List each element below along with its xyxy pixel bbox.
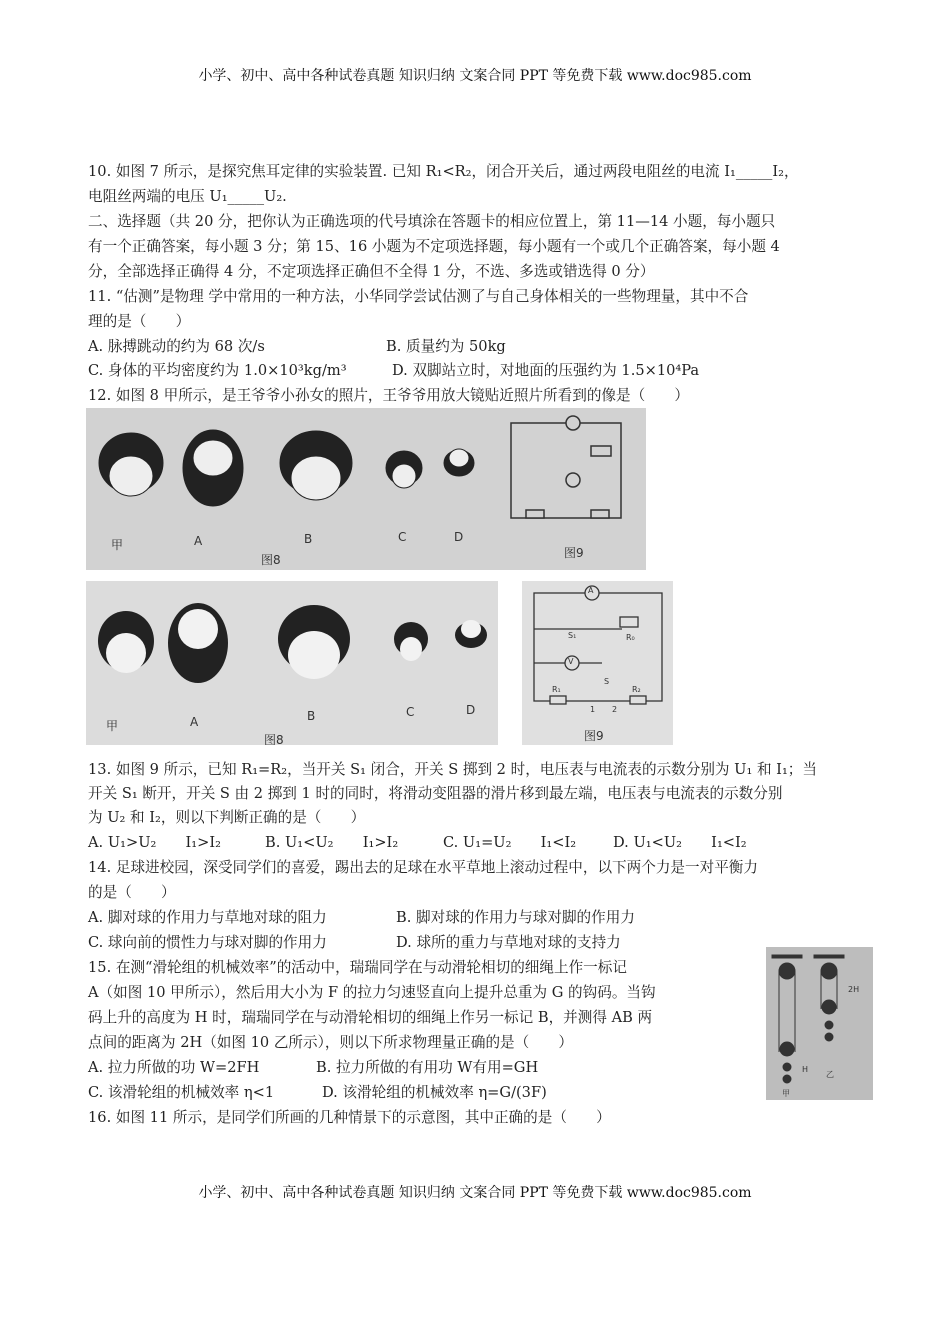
contact-1-label: 1	[590, 705, 596, 714]
figure-10-pulley	[766, 947, 873, 1100]
fig8-label-d-2: D	[466, 703, 476, 717]
label-2h: 2H	[848, 985, 860, 994]
q13-option-b: B. U₁<U₂ I₁>I₂	[265, 834, 399, 851]
r1-label: R₁	[552, 685, 561, 694]
voltmeter-label: V	[568, 657, 574, 666]
contact-2-label: 2	[612, 705, 618, 714]
fig8-label-jia: 甲	[111, 538, 124, 552]
section2-line-2: 有一个正确答案，每小题 3 分；第 15、16 小题为不定项选择题，每小题有一个或几个正确答案，每小题 4	[88, 238, 780, 255]
q10-line-1: 10. 如图 7 所示，是探究焦耳定律的实验装置. 已知 R₁<R₂，闭合开关后，通过两段电阻丝的电流 I₁_____I₂，	[88, 163, 799, 180]
fig8-label-a-2: A	[190, 715, 199, 729]
q11-line-1: 11. “估测”是物理 学中常用的一种方法，小华同学尝试估测了与自己身体相关的一些物理量，其中不合	[88, 288, 749, 305]
figure-9-circuit	[522, 581, 673, 745]
q11-option-d: D. 双脚站立时，对地面的压强约为 1.5×10⁴Pa	[392, 362, 700, 379]
fig8-label-b: B	[304, 532, 313, 546]
q13-option-a: A. U₁>U₂ I₁>I₂	[88, 834, 221, 851]
fig9-caption-2: 图9	[584, 729, 604, 743]
q10-line-2: 电阻丝两端的电压 U₁_____U₂.	[88, 188, 287, 205]
pulley-drawing	[766, 947, 873, 1100]
q14-line-2: 的是（ ）	[88, 884, 176, 901]
q15-option-b: B. 拉力所做的有用功 W有用=GH	[316, 1059, 539, 1076]
r0-label: R₀	[626, 633, 635, 642]
q13-option-c: C. U₁=U₂ I₁<I₂	[443, 834, 577, 851]
label-h: H	[802, 1065, 809, 1074]
q13-line-2: 开关 S₁ 断开，开关 S 由 2 掷到 1 时的同时，将滑动变阻器的滑片移到最左端，电压表与电流表的示数分别	[88, 785, 783, 802]
fig8-label-d: D	[454, 530, 464, 544]
q11-line-2: 理的是（ ）	[88, 313, 191, 330]
q15-option-a: A. 拉力所做的功 W=2FH	[88, 1059, 260, 1076]
q13-line-3: 为 U₂ 和 I₂，则以下判断正确的是（ ）	[88, 809, 366, 826]
fig8-caption: 图8	[261, 553, 281, 567]
q11-option-c: C. 身体的平均密度约为 1.0×10³kg/m³	[88, 362, 347, 379]
section2-line-3: 分，全部选择正确得 4 分，不定项选择正确但不全得 1 分，不选、多选或错选得 0 分）	[88, 263, 655, 280]
q12-line: 12. 如图 8 甲所示，是王爷爷小孙女的照片，王爷爷用放大镜贴近照片所看到的像是（ ）	[88, 387, 689, 404]
page-header: 小学、初中、高中各种试卷真题 知识归纳 文案合同 PPT 等免费下载 www.doc985.com	[198, 68, 752, 84]
q15-line-1: 15. 在测“滑轮组的机械效率”的活动中，瑞瑞同学在与动滑轮相切的细绳上作一标记	[88, 959, 627, 976]
q15-line-3: 码上升的高度为 H 时，瑞瑞同学在与动滑轮相切的细绳上作另一标记 B，并测得 AB 两	[88, 1009, 653, 1026]
fig8-label-c-2: C	[406, 705, 415, 719]
fig8-label-a: A	[194, 534, 203, 548]
r2-label: R₂	[632, 685, 641, 694]
fig8-label-b-2: B	[307, 709, 316, 723]
fig8-caption-2: 图8	[264, 733, 284, 745]
switch-s1-label: S₁	[568, 631, 577, 640]
q14-option-b: B. 脚对球的作用力与球对脚的作用力	[396, 909, 635, 926]
q11-option-a: A. 脉搏跳动的约为 68 次/s	[88, 338, 265, 355]
q15-option-d: D. 该滑轮组的机械效率 η=G/(3F)	[322, 1084, 547, 1101]
circuit-drawing	[522, 581, 673, 745]
q14-option-d: D. 球所的重力与草地对球的支持力	[396, 934, 621, 951]
section2-line-1: 二、选择题（共 20 分，把你认为正确选项的代号填涂在答题卡的相应位置上，第 11—14 小题，每小题只	[88, 213, 776, 230]
q15-line-4: 点间的距离为 2H（如图 10 乙所示），则以下所求物理量正确的是（ ）	[88, 1034, 574, 1051]
label-jia: 甲	[782, 1089, 790, 1098]
q14-option-a: A. 脚对球的作用力与草地对球的阻力	[88, 909, 327, 926]
faces-drawing	[86, 581, 498, 745]
ammeter-label: A	[588, 586, 594, 595]
q15-option-c: C. 该滑轮组的机械效率 η<1	[88, 1084, 275, 1101]
page-footer: 小学、初中、高中各种试卷真题 知识归纳 文案合同 PPT 等免费下载 www.doc985.com	[198, 1185, 752, 1201]
q15-line-2: A（如图 10 甲所示），然后用大小为 F 的拉力匀速竖直向上提升总重为 G 的钩码。当钩	[88, 984, 656, 1001]
switch-s-label: S	[604, 677, 610, 686]
label-yi: 乙	[826, 1070, 834, 1079]
fig9-caption: 图9	[564, 546, 584, 560]
figure-8	[86, 581, 498, 745]
fig8-label-c: C	[398, 530, 407, 544]
q16-line: 16. 如图 11 所示，是同学们所画的几种情景下的示意图，其中正确的是（ ）	[88, 1109, 611, 1126]
q11-option-b: B. 质量约为 50kg	[386, 338, 506, 355]
q13-line-1: 13. 如图 9 所示，已知 R₁=R₂，当开关 S₁ 闭合，开关 S 掷到 2 时，电压表与电流表的示数分别为 U₁ 和 I₁；当	[88, 761, 817, 778]
figure-8-9-photo	[86, 408, 646, 570]
q14-line-1: 14. 足球进校园，深受同学们的喜爱，踢出去的足球在水平草地上滚动过程中，以下两个力是一对平衡力	[88, 859, 758, 876]
q14-option-c: C. 球向前的惯性力与球对脚的作用力	[88, 934, 327, 951]
faces-and-circuit-drawing	[86, 408, 646, 570]
q13-option-d: D. U₁<U₂ I₁<I₂	[613, 834, 747, 851]
fig8-label-jia-2: 甲	[106, 719, 119, 733]
